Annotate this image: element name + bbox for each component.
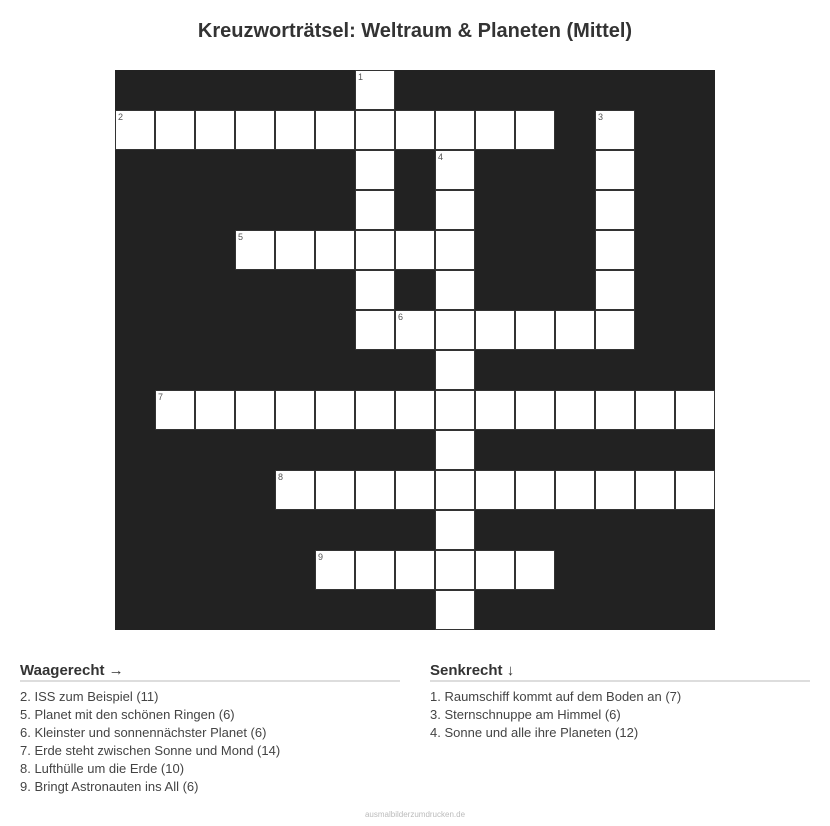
crossword-cell[interactable] <box>395 310 435 350</box>
clue-number: 6 <box>398 312 404 322</box>
crossword-cell[interactable] <box>475 470 515 510</box>
crossword-cell[interactable] <box>275 230 315 270</box>
crossword-cell[interactable] <box>435 430 475 470</box>
crossword-cell[interactable] <box>315 390 355 430</box>
clue-number: 5 <box>238 232 244 242</box>
clue-number: 1 <box>358 72 364 82</box>
crossword-cell[interactable] <box>475 390 515 430</box>
crossword-cell[interactable] <box>155 110 195 150</box>
clue-number: 8 <box>278 472 284 482</box>
crossword-cell[interactable] <box>355 550 395 590</box>
crossword-cell[interactable] <box>435 390 475 430</box>
across-clue: 5. Planet mit den schönen Ringen (6) <box>20 707 235 722</box>
crossword-cell[interactable] <box>355 70 395 110</box>
crossword-cell[interactable] <box>475 550 515 590</box>
crossword-cell[interactable] <box>195 390 235 430</box>
clue-number: 9 <box>318 552 324 562</box>
crossword-cell[interactable] <box>115 110 155 150</box>
crossword-cell[interactable] <box>315 110 355 150</box>
across-clue: 6. Kleinster und sonnennächster Planet (6) <box>20 725 267 740</box>
crossword-cell[interactable] <box>595 110 635 150</box>
across-heading: Waagerecht → <box>20 662 400 682</box>
crossword-grid <box>115 70 715 630</box>
crossword-cell[interactable] <box>555 310 595 350</box>
crossword-cell[interactable] <box>435 150 475 190</box>
crossword-cell[interactable] <box>595 270 635 310</box>
crossword-cell[interactable] <box>315 230 355 270</box>
crossword-cell[interactable] <box>315 550 355 590</box>
crossword-cell[interactable] <box>515 470 555 510</box>
crossword-cell[interactable] <box>435 270 475 310</box>
clue-number: 3 <box>598 112 604 122</box>
across-clue: 7. Erde steht zwischen Sonne und Mond (14) <box>20 743 281 758</box>
crossword-cell[interactable] <box>475 310 515 350</box>
crossword-cell[interactable] <box>395 390 435 430</box>
crossword-cell[interactable] <box>195 110 235 150</box>
crossword-cell[interactable] <box>555 470 595 510</box>
crossword-cell[interactable] <box>515 110 555 150</box>
crossword-cell[interactable] <box>275 470 315 510</box>
crossword-cell[interactable] <box>515 550 555 590</box>
down-clue: 1. Raumschiff kommt auf dem Boden an (7) <box>430 689 682 704</box>
footer-source: ausmalbilderzumdrucken.de <box>364 810 466 819</box>
crossword-cell[interactable] <box>395 230 435 270</box>
crossword-cell[interactable] <box>315 470 355 510</box>
clue-number: 4 <box>438 152 444 162</box>
crossword-cell[interactable] <box>595 150 635 190</box>
crossword-cell[interactable] <box>435 470 475 510</box>
crossword-cell[interactable] <box>235 230 275 270</box>
crossword-cell[interactable] <box>355 270 395 310</box>
crossword-cell[interactable] <box>395 110 435 150</box>
crossword-cell[interactable] <box>435 510 475 550</box>
clue-number: 7 <box>158 392 164 402</box>
crossword-cell[interactable] <box>475 110 515 150</box>
down-heading: Senkrecht ↓ <box>430 662 810 682</box>
crossword-cell[interactable] <box>515 390 555 430</box>
crossword-cell[interactable] <box>635 390 675 430</box>
crossword-cell[interactable] <box>675 470 715 510</box>
crossword-cell[interactable] <box>595 310 635 350</box>
page-title: Kreuzworträtsel: Weltraum & Planeten (Mittel) <box>197 20 633 42</box>
crossword-cell[interactable] <box>355 230 395 270</box>
across-clue: 8. Lufthülle um die Erde (10) <box>20 761 185 776</box>
crossword-cell[interactable] <box>635 470 675 510</box>
crossword-cell[interactable] <box>235 110 275 150</box>
crossword-cell[interactable] <box>395 470 435 510</box>
crossword-cell[interactable] <box>555 390 595 430</box>
crossword-cell[interactable] <box>435 310 475 350</box>
across-clues <box>20 662 400 796</box>
crossword-cell[interactable] <box>595 190 635 230</box>
crossword-cell[interactable] <box>235 390 275 430</box>
across-clue: 2. ISS zum Beispiel (11) <box>20 689 159 704</box>
crossword-cell[interactable] <box>435 110 475 150</box>
crossword-cell[interactable] <box>595 390 635 430</box>
crossword-cell[interactable] <box>155 390 195 430</box>
crossword-cell[interactable] <box>435 550 475 590</box>
crossword-cell[interactable] <box>435 590 475 630</box>
down-clue: 3. Sternschnuppe am Himmel (6) <box>430 707 621 722</box>
crossword-cell[interactable] <box>275 110 315 150</box>
clue-number: 2 <box>118 112 124 122</box>
crossword-cell[interactable] <box>595 470 635 510</box>
crossword-cell[interactable] <box>435 230 475 270</box>
crossword-cell[interactable] <box>675 390 715 430</box>
crossword-cell[interactable] <box>355 150 395 190</box>
crossword-cell[interactable] <box>435 190 475 230</box>
crossword-cell[interactable] <box>355 470 395 510</box>
crossword-cell[interactable] <box>395 550 435 590</box>
down-clue: 4. Sonne und alle ihre Planeten (12) <box>430 725 639 740</box>
crossword-cell[interactable] <box>355 190 395 230</box>
crossword-cell[interactable] <box>355 310 395 350</box>
crossword-cell[interactable] <box>355 390 395 430</box>
crossword-cell[interactable] <box>595 230 635 270</box>
crossword-cell[interactable] <box>275 390 315 430</box>
across-clue: 9. Bringt Astronauten ins All (6) <box>20 779 199 794</box>
crossword-cell[interactable] <box>355 110 395 150</box>
crossword-cell[interactable] <box>435 350 475 390</box>
crossword-cell[interactable] <box>515 310 555 350</box>
down-clues <box>430 662 810 742</box>
